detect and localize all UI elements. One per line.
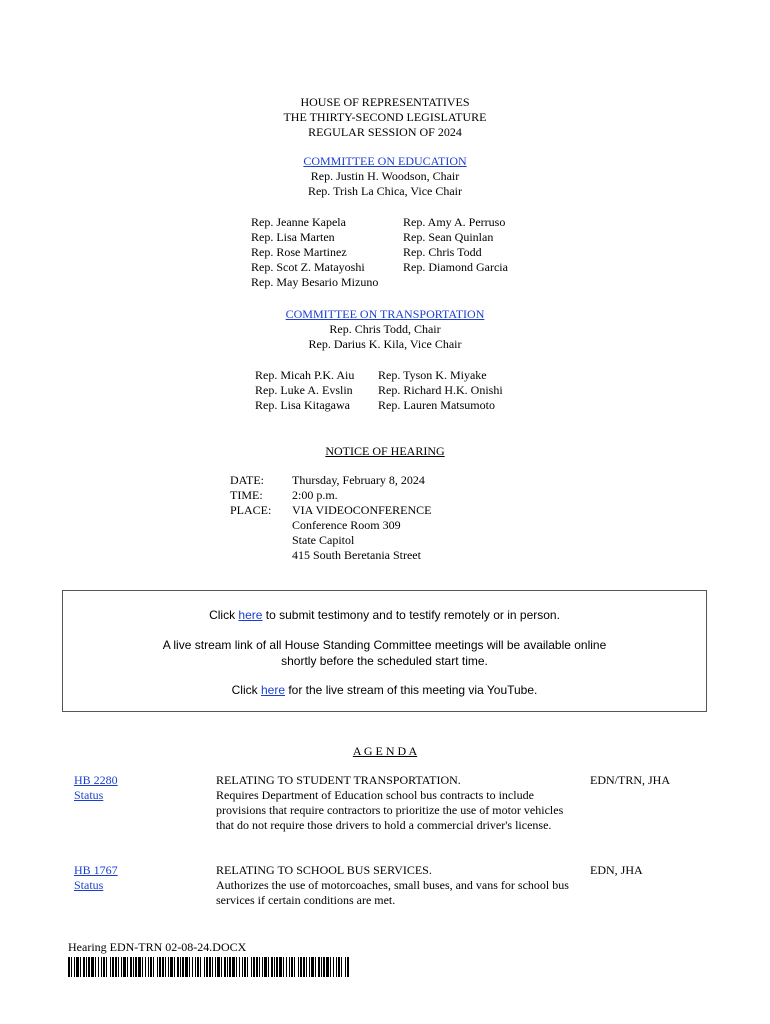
committee-education-link[interactable]: COMMITTEE ON EDUCATION	[303, 154, 467, 168]
member-name: Rep. Richard H.K. Onishi	[378, 383, 503, 397]
place-line: 415 South Beretania Street	[292, 548, 421, 562]
date-value: Thursday, February 8, 2024	[292, 473, 425, 487]
testimony-line	[63, 607, 706, 623]
bill-status-link[interactable]: Status	[74, 878, 104, 892]
bill-description: Requires Department of Education school bus contracts to include provisions that require contractors to prioritize the use of motor vehicles that do not require those drivers to hold a commercial driver's license.	[216, 788, 564, 832]
member-name: Rep. May Besario Mizuno	[251, 275, 379, 289]
header-line-1: HOUSE OF REPRESENTATIVES	[300, 95, 470, 109]
committee-transportation-title-wrap	[0, 307, 770, 322]
barcode-bar	[347, 957, 349, 977]
member-name: Rep. Jeanne Kapela	[251, 215, 346, 229]
livestream-notice-line-1: A live stream link of all House Standing Committee meetings will be available online	[162, 638, 607, 652]
education-members-right	[403, 215, 508, 275]
bill-link[interactable]: HB 2280	[74, 773, 118, 787]
member-name: Rep. Chris Todd	[403, 245, 482, 259]
youtube-text-post: for the live stream of this meeting via YouTube.	[285, 683, 538, 697]
bill-referral: EDN/TRN, JHA	[590, 773, 670, 787]
agenda-title-wrap	[0, 744, 770, 759]
testimony-text-pre: Click	[209, 608, 239, 622]
member-name: Rep. Diamond Garcia	[403, 260, 508, 274]
member-name: Rep. Micah P.K. Aiu	[255, 368, 355, 382]
member-name: Rep. Lisa Marten	[251, 230, 335, 244]
livestream-notice-line-2: shortly before the scheduled start time.	[281, 654, 488, 668]
time-value: 2:00 p.m.	[292, 488, 338, 502]
bill-status-link[interactable]: Status	[74, 788, 104, 802]
testimony-text-post: to submit testimony and to testify remotely or in person.	[262, 608, 560, 622]
transportation-members-left	[255, 368, 354, 413]
document-barcode	[68, 957, 348, 977]
header-line-3: REGULAR SESSION OF 2024	[308, 125, 462, 139]
bill-id-cell	[74, 773, 118, 803]
transportation-vice-chair: Rep. Darius K. Kila, Vice Chair	[308, 337, 462, 351]
time-label: TIME:	[230, 488, 263, 502]
committee-education-title-wrap	[0, 154, 770, 169]
footer-filename: Hearing EDN-TRN 02-08-24.DOCX	[68, 940, 247, 954]
member-name: Rep. Luke A. Evslin	[255, 383, 353, 397]
place-line: VIA VIDEOCONFERENCE	[292, 503, 432, 517]
youtube-text-pre: Click	[231, 683, 261, 697]
testimony-here-link[interactable]: here	[238, 608, 263, 622]
education-vice-chair: Rep. Trish La Chica, Vice Chair	[307, 184, 463, 198]
testimony-info-box	[62, 590, 707, 712]
member-name: Rep. Tyson K. Miyake	[378, 368, 487, 382]
member-name: Rep. Amy A. Perruso	[403, 215, 506, 229]
transportation-members-right	[378, 368, 503, 413]
transportation-chair: Rep. Chris Todd, Chair	[329, 322, 441, 336]
member-name: Rep. Scot Z. Matayoshi	[251, 260, 365, 274]
committee-transportation-link[interactable]: COMMITTEE ON TRANSPORTATION	[285, 307, 485, 321]
header-line-2: THE THIRTY-SECOND LEGISLATURE	[283, 110, 487, 124]
agenda-title: A G E N D A	[352, 744, 418, 758]
bill-referral: EDN, JHA	[590, 863, 643, 877]
youtube-line	[63, 682, 706, 698]
member-name: Rep. Sean Quinlan	[403, 230, 494, 244]
bill-id-cell	[74, 863, 118, 893]
place-line: State Capitol	[292, 533, 355, 547]
notice-title: NOTICE OF HEARING	[325, 444, 445, 458]
education-chair: Rep. Justin H. Woodson, Chair	[310, 169, 460, 183]
bill-title: RELATING TO STUDENT TRANSPORTATION.	[216, 773, 461, 787]
bill-description: Authorizes the use of motorcoaches, small buses, and vans for school bus services if certain conditions are met.	[216, 878, 569, 907]
education-members-left	[251, 215, 378, 290]
date-label: DATE:	[230, 473, 264, 487]
bill-title: RELATING TO SCHOOL BUS SERVICES.	[216, 863, 432, 877]
place-label: PLACE:	[230, 503, 272, 517]
place-value	[292, 503, 431, 563]
bill-link[interactable]: HB 1767	[74, 863, 118, 877]
member-name: Rep. Lauren Matsumoto	[378, 398, 495, 412]
bill-description-cell	[216, 773, 576, 833]
youtube-here-link[interactable]: here	[260, 683, 285, 697]
place-line: Conference Room 309	[292, 518, 401, 532]
bill-description-cell	[216, 863, 576, 908]
notice-title-wrap	[0, 444, 770, 459]
member-name: Rep. Lisa Kitagawa	[255, 398, 350, 412]
member-name: Rep. Rose Martinez	[251, 245, 347, 259]
